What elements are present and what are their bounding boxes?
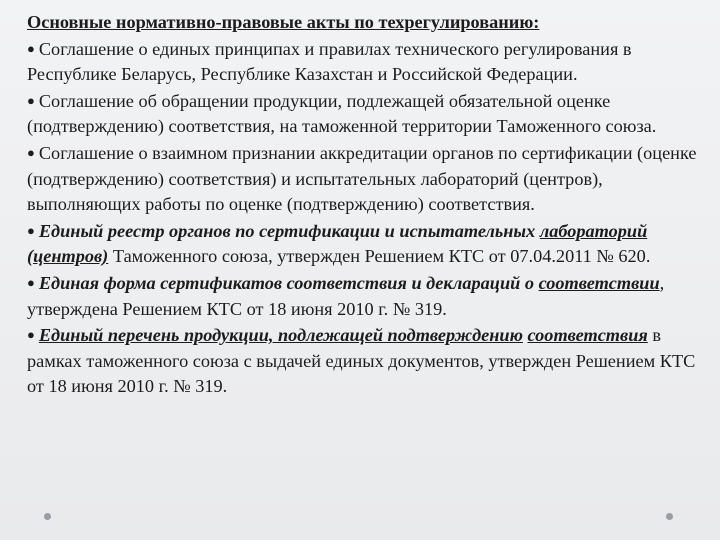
item-emphasis: Единый реестр органов по сертификации и испытательных [38, 220, 536, 241]
item-emphasis: Единая форма сертификатов соответствия и деклараций о [38, 272, 535, 293]
item-emphasis-underlined: соответствии [538, 272, 660, 293]
item-text: Таможенного союза, утвержден Решением КТС от 07.04.2011 № 620. [108, 246, 651, 267]
decorative-dot-icon [44, 513, 51, 520]
decorative-dot-icon [666, 513, 673, 520]
list-item [27, 218, 699, 270]
slide-heading: Основные нормативно-правовые акты по техрегулированию: [27, 12, 540, 32]
item-text: , утверждена Решением КТС от 18 июня 2010 г. № 319. [27, 272, 665, 319]
item-text: в рамках таможенного союза с выдачей единых документов, утвержден Решением КТС от 18 июня 2010 г. № 319. [27, 325, 696, 397]
item-text: Соглашение о единых принципах и правилах технического регулирования в Республике Беларусь, Республике Казахстан и Российской Федерации. [27, 38, 632, 85]
bullet-icon: ● [27, 274, 35, 290]
slide-content [27, 10, 699, 400]
bullet-icon: ● [27, 40, 35, 56]
list-item [27, 322, 699, 400]
bullet-icon: ● [27, 327, 35, 343]
bullet-icon: ● [27, 144, 35, 160]
bullet-icon: ● [27, 92, 35, 108]
list-item [27, 140, 699, 218]
bullet-icon: ● [27, 222, 35, 238]
list-item [27, 36, 699, 88]
item-emphasis-underlined: лабораторий (центров) [27, 220, 648, 267]
list-item [27, 88, 699, 140]
item-emphasis-underlined: соответствия [527, 325, 648, 346]
item-text: Соглашение о взаимном признании аккредитации органов по сертификации (оценке (подтверждению) соответствия) и испытательных лабораторий (центров), выполняющих работы по оценке (подтверждению) соответствия. [27, 142, 697, 215]
list-item [27, 270, 699, 322]
item-emphasis: Единый перечень продукции, подлежащей подтверждению [38, 325, 523, 346]
item-text: Соглашение об обращении продукции, подлежащей обязательной оценке (подтверждению) соответствия, на таможенной территории Таможенного союза. [27, 90, 657, 137]
